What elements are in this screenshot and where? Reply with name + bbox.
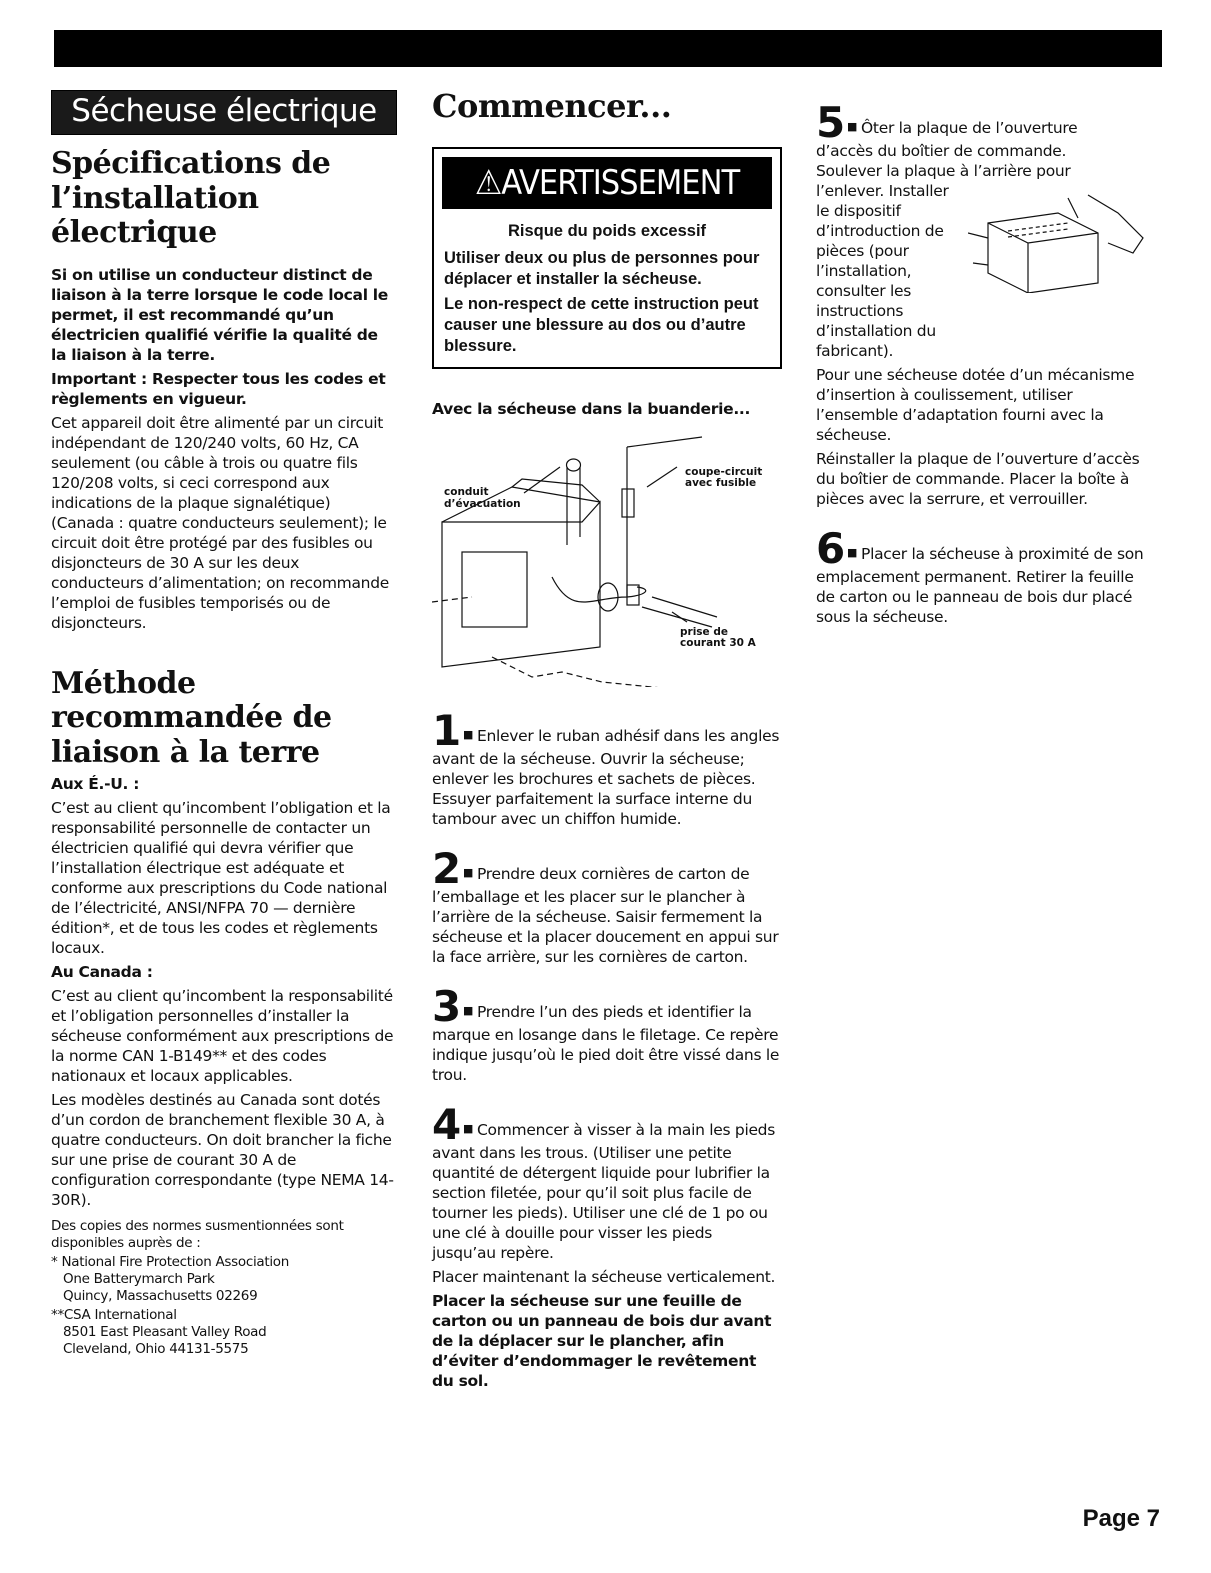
nfpa-line: * National Fire Protection Association (51, 1254, 290, 1271)
step-4-bold: Placer la sécheuse sur une feuille de carton ou un panneau de bois dur avant de la déplacer sur le plancher, afin d’éviter d’endommager le revêtement du sol. (432, 1291, 772, 1390)
label-breaker-2: avec fusible (685, 476, 757, 489)
step5-more: Pour une sécheuse dotée d’un mécanisme d’insertion à coulissement, utiliser l’ensemble d’adaptation fourni avec la sécheuse. (816, 366, 1135, 444)
warning-subtitle: Risque du poids excessif (507, 221, 707, 240)
bullet-icon: ■ (462, 727, 474, 741)
title-specifications: Spécifications de l’installation électrique (51, 146, 331, 251)
step-3 (432, 981, 780, 1085)
label-breaker-1: coupe-circuit (685, 465, 763, 478)
canada-body: C’est au client qu’incombent la responsabilité et l’obligation personnelles d’installer la sécheuse conformément aux prescriptions de la norme CAN 1-B149** et des codes nationaux et locaux applicables. (51, 987, 394, 1086)
step-text: Enlever le ruban adhésif dans les angles avant de la sécheuse. Ouvrir la sécheuse; enlever les brochures et sachets de pièces. Essuyer parfaitement la surface interne du tambour avec un chiffon humide. (432, 726, 780, 828)
section-label: Sécheuse électrique (51, 90, 397, 135)
title-method: Méthode recommandée de liaison à la terre (51, 665, 332, 770)
step-number: 6 (816, 524, 845, 573)
step-6 (816, 524, 1146, 627)
bullet-icon: ■ (846, 546, 858, 559)
step5-line: l’enlever. Installer (816, 182, 949, 200)
step-4 (432, 1099, 780, 1391)
step5-line: pièces (pour (816, 242, 909, 260)
column-middle (432, 88, 780, 1395)
step5-line: Ôter la plaque de l’ouverture (861, 119, 1078, 137)
label-duct-2: d’évacuation (444, 497, 521, 510)
label-duct-1: conduit (444, 485, 489, 498)
warning-heading: AVERTISSEMENT (501, 162, 740, 203)
top-black-bar (54, 30, 1162, 67)
coin-box-illustration (968, 193, 1158, 293)
bullet-icon: ■ (846, 120, 858, 133)
warning-triangle-icon: ⚠ (474, 162, 502, 203)
csa-line: 8501 East Pleasant Valley Road (63, 1324, 267, 1341)
warning-body (434, 217, 780, 367)
warning-line-1: Utiliser deux ou plus de personnes pour déplacer et installer la sécheuse. (444, 248, 760, 288)
step-1 (432, 705, 780, 829)
nfpa-line: Quincy, Massachusetts 02269 (63, 1288, 258, 1305)
step-5 (816, 98, 1146, 509)
usa-label: Aux É.-U. : (51, 775, 140, 794)
canada-models: Les modèles destinés au Canada sont dotés d’un cordon de branchement flexible 30 A, à quatre conducteurs. On doit brancher la fiche sur une prise de courant 30 A de configuration correspondante (type NEMA 14-30R). (51, 1091, 394, 1210)
step5-line: d’accès du boîtier de commande. (816, 142, 1067, 160)
label-outlet-2: courant 30 A (680, 636, 756, 649)
specs-body: Cet appareil doit être alimenté par un circuit indépendant de 120/240 volts, 60 Hz, CA seulement (ou câble à trois ou quatre fils 120/208 volts, si ceci correspond aux indications de la plaque signalétique) (Canada : quatre conducteurs seulement); le circuit doit être protégé par des fusibles ou disjoncteurs de 30 A sur les deux conducteurs d’alimentation; on recommande l’emploi de fusibles temporisés ou de disjoncteurs. (51, 413, 389, 632)
step5-more2: Réinstaller la plaque de l’ouverture d’accès du boîtier de commande. Placer la boîte à pièces avec la serrure, et verrouiller. (816, 450, 1140, 508)
copies-note: Des copies des normes susmentionnées sont disponibles auprès de : (51, 1218, 344, 1252)
label-outlet-1: prise de (680, 625, 728, 638)
bullet-icon: ■ (462, 1121, 474, 1135)
step5-line: fabricant). (816, 342, 894, 360)
column-right (816, 98, 1146, 631)
csa-line: **CSA International (51, 1307, 177, 1324)
step-number: 3 (432, 981, 461, 1031)
step-text: Placer la sécheuse à proximité de son emplacement permanent. Retirer la feuille de carton ou le panneau de bois dur placé sous la sécheuse. (816, 545, 1144, 626)
canada-label: Au Canada : (51, 963, 153, 982)
usa-body: C’est au client qu’incombent l’obligation et la responsabilité personnelle de contacter un électricien qualifié qui devra vérifier que l’installation électrique est adéquate et conforme aux prescriptions du Code national de l’électricité, ANSI/NFPA 70 — dernière édition*, et de tous les codes et règlements locaux. (51, 799, 391, 958)
step5-line: instructions (816, 302, 904, 320)
title-commencer: Commencer... (432, 87, 672, 125)
column-left (51, 90, 396, 1358)
warning-header (442, 157, 772, 209)
step5-line: l’installation, (816, 262, 912, 280)
step-text: Prendre l’un des pieds et identifier la marque en losange dans le filetage. Ce repère indique jusqu’où le pied doit être vissé dans le trou. (432, 1002, 780, 1084)
step-2 (432, 843, 780, 967)
step5-line: Soulever la plaque à l’arrière pour (816, 162, 1071, 180)
nfpa-line: One Batterymarch Park (63, 1271, 215, 1288)
csa-address (51, 1307, 396, 1358)
laundry-caption: Avec la sécheuse dans la buanderie... (432, 399, 751, 418)
csa-line: Cleveland, Ohio 44131-5575 (63, 1341, 249, 1358)
step-number: 5 (816, 98, 845, 147)
bullet-icon: ■ (462, 865, 474, 879)
step-number: 1 (432, 705, 461, 755)
specs-important: Important : Respecter tous les codes et règlements en vigueur. (51, 369, 386, 408)
step5-line: d’introduction de (816, 222, 944, 240)
warning-line-2: Le non-respect de cette instruction peut causer une blessure au dos ou d’autre blessure. (444, 294, 759, 355)
step5-line: d’installation du (816, 322, 936, 340)
dryer-diagram (432, 427, 780, 687)
nfpa-address (51, 1254, 396, 1305)
bullet-icon: ■ (462, 1003, 474, 1017)
step-number: 2 (432, 843, 461, 893)
page-number: Page 7 (1082, 1505, 1160, 1532)
step-text: Commencer à visser à la main les pieds avant dans les trous. (Utiliser une petite quantité de détergent liquide pour lubrifier la section filetée, pour qu’il soit plus facile de tourner les pieds). Utiliser une clé de 1 po ou une clé à douille pour visser les pieds jusqu’au repère. (432, 1120, 775, 1262)
step-text: Prendre deux cornières de carton de l’emballage et les placer sur le plancher à l’arrière de la sécheuse. Saisir fermement la sécheuse et la placer doucement en appui sur la face arrière, sur les cornières de carton. (432, 864, 779, 966)
step-4-extra: Placer maintenant la sécheuse verticalement. (432, 1267, 776, 1286)
warning-box (432, 147, 782, 369)
step-number: 4 (432, 1099, 461, 1149)
step5-line: consulter les (816, 282, 911, 300)
step5-line: le dispositif (816, 202, 901, 220)
specs-bold-note: Si on utilise un conducteur distinct de liaison à la terre lorsque le code local le permet, il est recommandé qu’un électricien qualifié vérifie la qualité de la liaison à la terre. (51, 265, 389, 364)
